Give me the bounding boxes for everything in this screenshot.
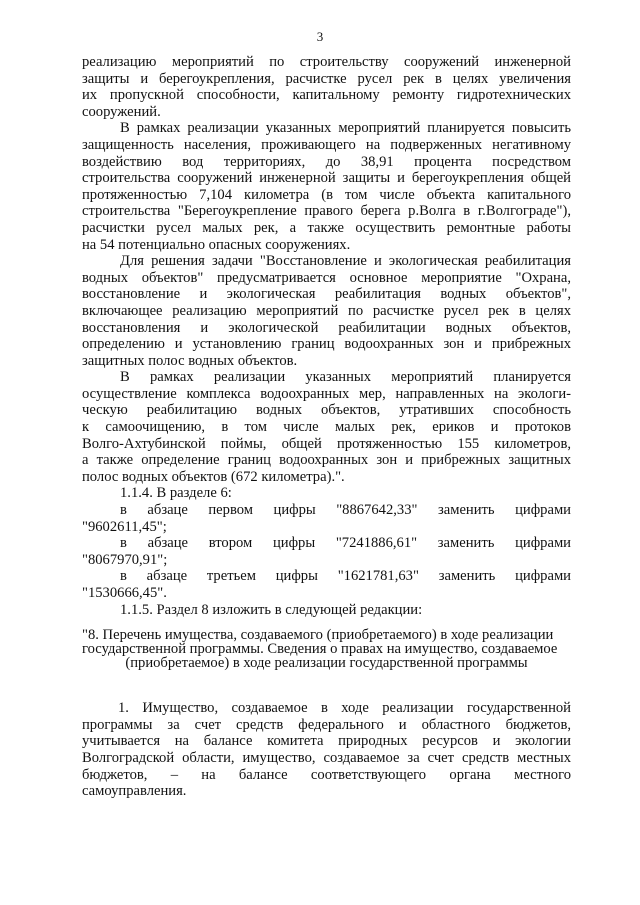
- text-line: полос водных объектов (672 километра).".: [82, 468, 345, 485]
- text-line: а также определение границ водоохранных зон и прибрежных защитных: [82, 452, 571, 469]
- text-line: строительства сооружений инженерной защиты и берегоукрепления общей: [82, 170, 571, 187]
- section-item: 1.1.5. Раздел 8 изложить в следующей редакции:: [120, 601, 423, 618]
- text-line: ческую реабилитацию водных объектов, утративших способность: [82, 402, 571, 419]
- text-line: расчистки русел малых рек, а также осуществить ремонтные работы: [82, 219, 571, 236]
- text-line: воздействию вод территориях, до 38,91 процента посредством: [82, 153, 571, 170]
- text-line: определению и установлению границ водоохранных зон и прибрежных: [82, 336, 571, 353]
- text-line: к самоочищению, в том числе малых рек, ериков и протоков: [82, 419, 571, 436]
- text-line: водных объектов" предусматривается основное мероприятие "Охрана,: [82, 269, 571, 286]
- text-line: "8067970,91";: [82, 551, 168, 568]
- text-line: протяженностью 7,104 километра (в том числе объекта капитального: [82, 186, 571, 203]
- page-number: 3: [316, 29, 324, 44]
- section-heading: (приобретаемое) в ходе реализации государственной программы: [125, 655, 528, 672]
- text-line: строительства "Берегоукрепление правого берега р.Волга в г.Волгограде"),: [82, 203, 571, 220]
- section-heading: государственной программы. Сведения о правах на имущество, создаваемое: [82, 641, 558, 658]
- text-line: осуществление комплекса водоохранных мер, направленных на экологи-: [82, 385, 571, 402]
- text-line: Волго-Ахтубинской поймы, общей протяженностью 155 километров,: [82, 435, 571, 452]
- text-line: защиты и берегоукрепления, расчистке русел рек в целях увеличения: [82, 70, 571, 87]
- text-line: в абзаце первом цифры "8867642,33" заменить цифрами: [120, 502, 571, 519]
- text-line: на 54 потенциально опасных сооружениях.: [82, 236, 351, 253]
- text-line: Волгоградской области, имущество, создаваемое за счет средств местных: [82, 749, 571, 766]
- text-line: "9602611,45";: [82, 518, 167, 535]
- text-line: в абзаце третьем цифры "1621781,63" заменить цифрами: [120, 568, 571, 585]
- text-line: в абзаце втором цифры "7241886,61" заменить цифрами: [120, 535, 571, 552]
- text-line: В рамках реализации указанных мероприятий планируется: [120, 369, 571, 386]
- text-line: реализацию мероприятий по строительству сооружений инженерной: [82, 54, 571, 70]
- text-line: защищенность населения, проживающего на подверженных негативному: [82, 136, 571, 153]
- text-line: восстановление и экологическая реабилитация водных объектов",: [82, 286, 571, 303]
- text-line: бюджетов, – на балансе соответствующего органа местного: [82, 766, 571, 783]
- text-line: Для решения задачи "Восстановление и экологическая реабилитация: [120, 253, 571, 270]
- text-line: их пропускной способности, капитальному ремонту гидротехнических: [82, 87, 571, 104]
- text-line: включающее реализацию мероприятий по расчистке русел рек в целях: [82, 302, 571, 319]
- text-line: самоуправления.: [82, 783, 187, 800]
- text-line: защитных полос водных объектов.: [82, 352, 298, 369]
- text-line: восстановления и экологической реабилитации водных объектов,: [82, 319, 571, 336]
- text-line: сооружений.: [82, 103, 161, 120]
- text-line: 1. Имущество, создаваемое в ходе реализации государственной: [118, 700, 571, 717]
- text-line: учитывается на балансе комитета природных ресурсов и экологии: [82, 733, 571, 750]
- text-line: программы за счет средств федерального и областного бюджетов,: [82, 716, 571, 733]
- document-body: [82, 54, 571, 800]
- text-line: В рамках реализации указанных мероприятий планируется повысить: [120, 120, 571, 137]
- section-heading: "8. Перечень имущества, создаваемого (приобретаемого) в ходе реализации: [82, 627, 554, 644]
- section-item: 1.1.4. В разделе 6:: [120, 485, 232, 502]
- text-line: "1530666,45".: [82, 585, 167, 601]
